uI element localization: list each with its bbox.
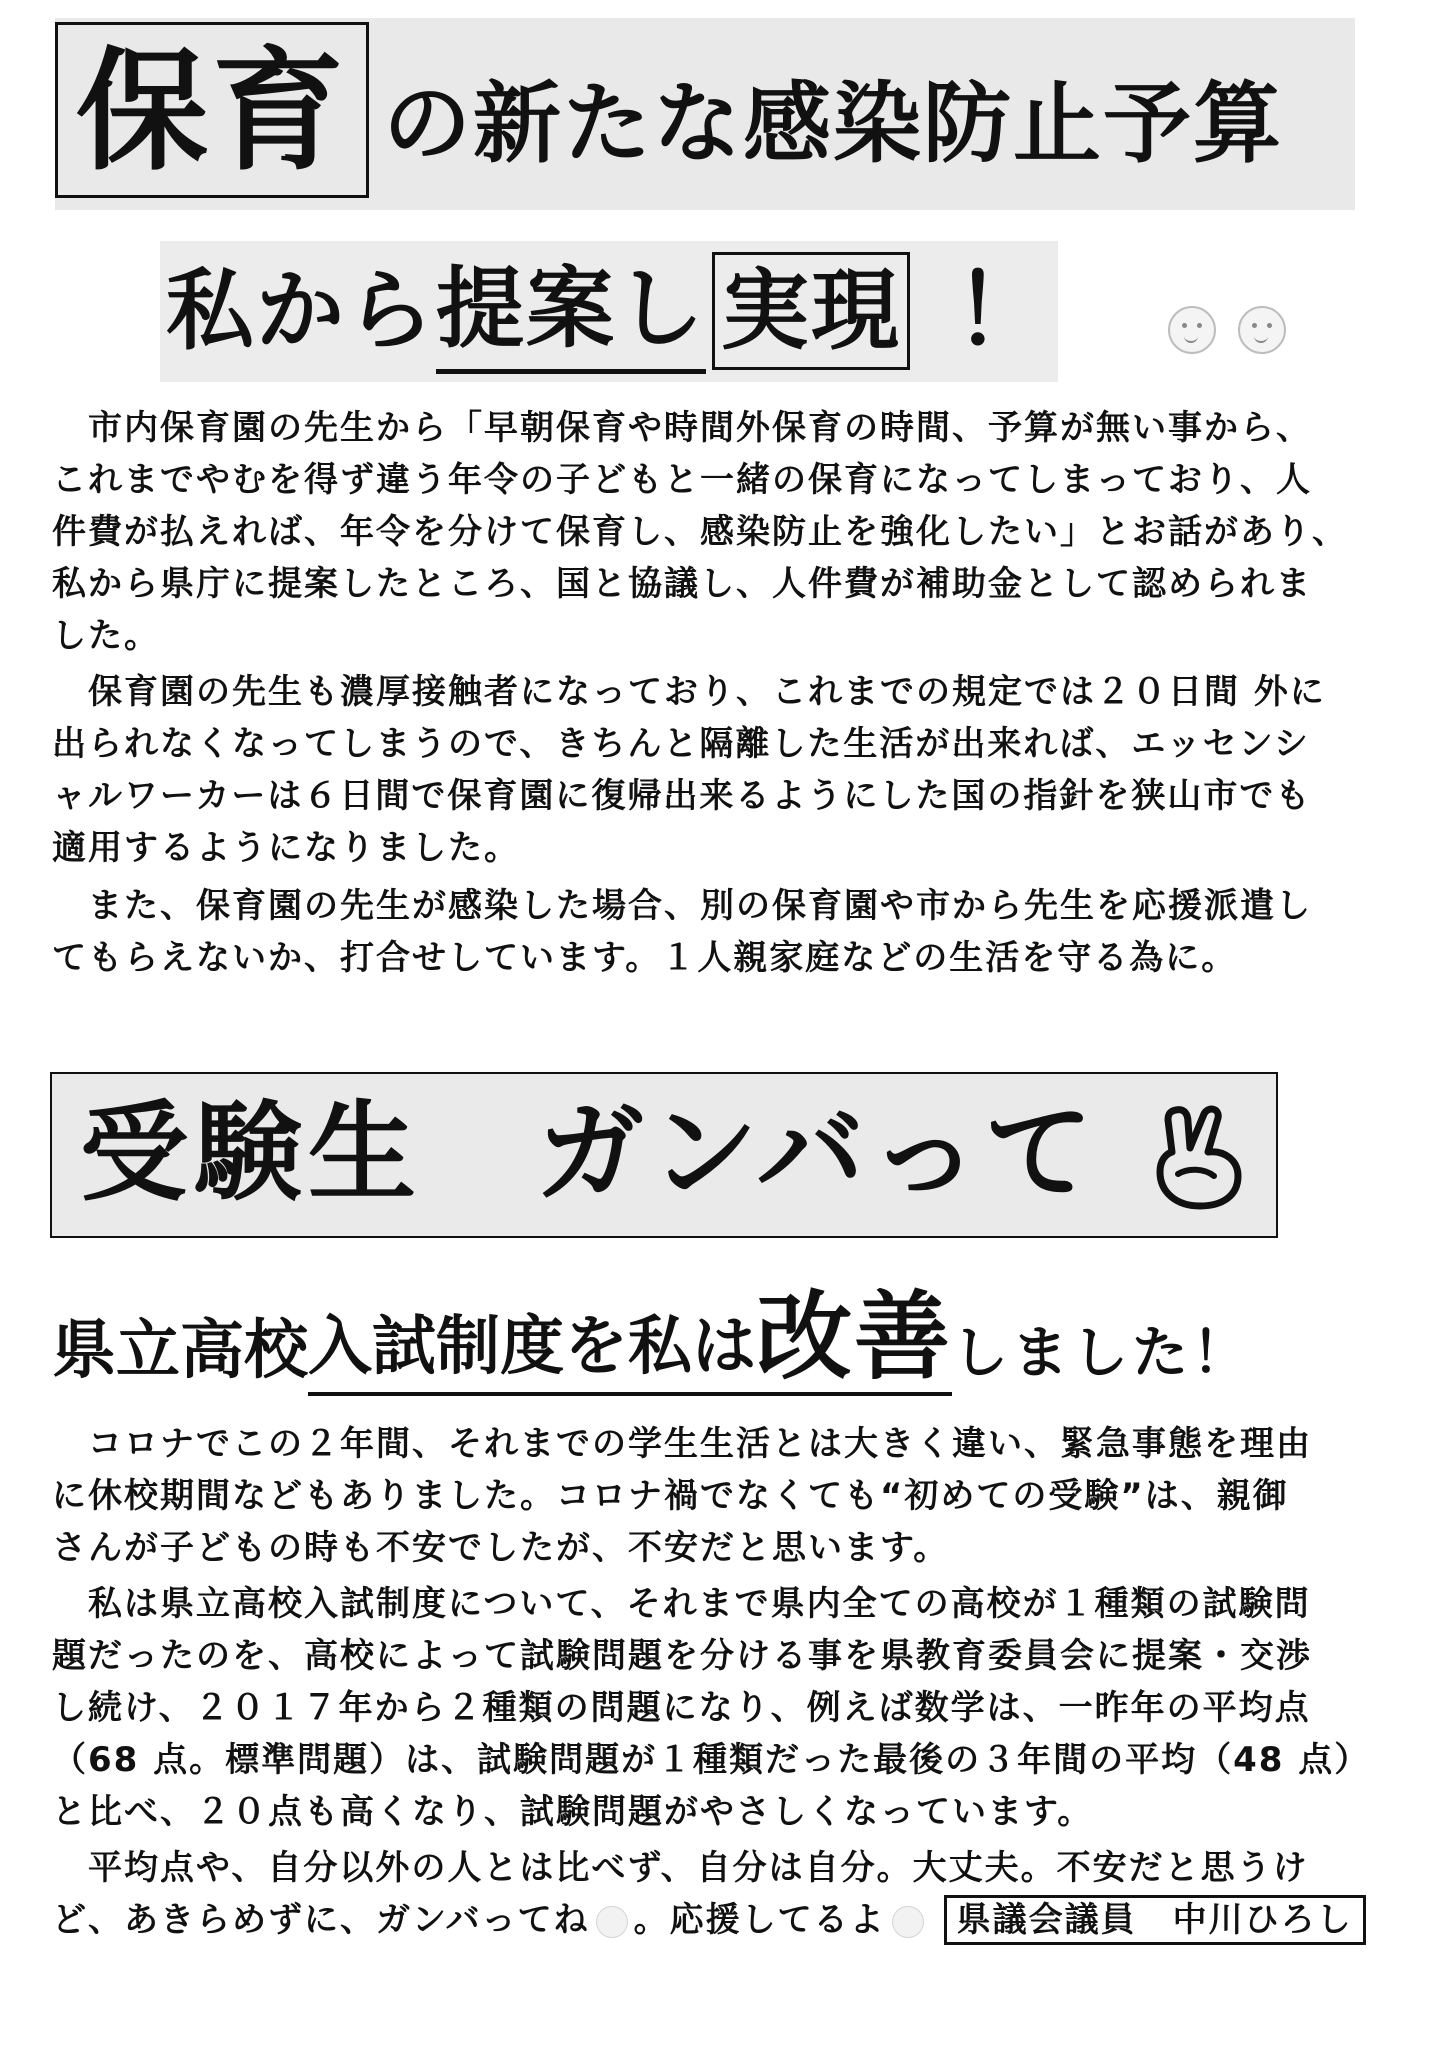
closing-text-a: ど、あきらめずに、ガンバってね <box>52 1900 590 1940</box>
subheadline-exclamation: ！ <box>954 255 1053 367</box>
headline-boxed-word: 保育 <box>55 22 369 198</box>
smiling-face-icon <box>1238 306 1286 354</box>
section2-headline: 受験生 ガンバって <box>80 1091 1099 1216</box>
closing-text-b: 。応援してるよ <box>633 1900 886 1940</box>
paragraph-line: 題だったのを、高校によって試験問題を分ける事を県教育委員会に提案・交渉 <box>52 1636 1312 1676</box>
closing-line-with-signature <box>52 1894 1406 1946</box>
paragraph-line: と比べ、２０点も高くなり、試験問題がやさしくなっています。 <box>52 1792 1094 1832</box>
subheadline-underlined: 入試制度を私は <box>308 1302 756 1396</box>
section2-paragraph-1 <box>52 1418 1406 1574</box>
section1-headline <box>55 18 1283 198</box>
section2-paragraph-2 <box>52 1578 1406 1838</box>
paragraph-line: てもらえないか、打合せしています。１人親家庭などの生活を守る為に。 <box>52 938 1238 978</box>
section2-headline-box <box>50 1072 1278 1238</box>
paragraph-line: 保育園の先生も濃厚接触者になっており、これまでの規定では２０日間 外に <box>52 672 1326 712</box>
paragraph-line: 私は県立高校入試制度について、それまで県内全ての高校が１種類の試験問 <box>52 1584 1311 1624</box>
subheadline-ending: しました！ <box>952 1321 1252 1386</box>
paragraph-line: に休校期間などもありました。コロナ禍でなくても“初めての受験”は、親御 <box>52 1476 1289 1516</box>
section1-paragraph-3 <box>52 880 1406 984</box>
smiling-face-icon <box>892 1906 924 1938</box>
paragraph-line: 私から県庁に提案したところ、国と協議し、人件費が補助金として認められま <box>52 564 1312 604</box>
subheadline-underlined: 提案し <box>436 249 706 374</box>
closing-line: 平均点や、自分以外の人とは比べず、自分は自分。大丈夫。不安だと思うけ <box>52 1848 1309 1888</box>
paragraph-line: （68 点。標準問題）は、試験問題が１種類だった最後の３年間の平均（48 点） <box>52 1740 1371 1780</box>
section1-subheadline <box>160 240 1140 382</box>
headline-rest: の新たな感染防止予算 <box>383 72 1284 175</box>
section1-paragraph-2 <box>52 666 1406 874</box>
paragraph-line: し続け、２０１７年から２種類の問題になり、例えば数学は、一昨年の平均点 <box>52 1688 1311 1728</box>
section2-closing <box>52 1842 1406 1946</box>
paragraph-line: さんが子どもの時も不安でしたが、不安だと思います。 <box>52 1528 950 1568</box>
paragraph-line: また、保育園の先生が感染した場合、別の保育園や市から先生を応援派遣し <box>52 886 1312 926</box>
paragraph-line: コロナでこの２年間、それまでの学生生活とは大きく違い、緊急事態を理由 <box>52 1424 1312 1464</box>
subheadline-part1: 県立高校 <box>52 1314 308 1388</box>
paragraph-line: 件費が払えれば、年令を分けて保育し、感染防止を強化したい」とお話があり、 <box>52 512 1348 552</box>
section2-subheadline <box>52 1282 1252 1396</box>
paragraph-line: これまでやむを得ず違う年令の子どもと一緒の保育になってしまっており、人 <box>52 460 1312 500</box>
smiling-face-icon <box>1168 306 1216 354</box>
subheadline-text <box>160 241 1058 382</box>
paragraph-line: 市内保育園の先生から「早朝保育や時間外保育の時間、予算が無い事から、 <box>52 408 1312 448</box>
peace-sign-hand-icon <box>1148 1104 1248 1210</box>
signature-box: 県議会議員 中川ひろし <box>944 1895 1366 1945</box>
subheadline-emphasis: 改善 <box>756 1282 952 1396</box>
paragraph-line: ャルワーカーは６日間で保育園に復帰出来るようにした国の指針を狭山市でも <box>52 776 1312 816</box>
section1-paragraph-1 <box>52 402 1406 662</box>
paragraph-line: 出られなくなってしまうので、きちんと隔離した生活が出来れば、エッセンシ <box>52 724 1310 764</box>
subheadline-part1: 私から <box>166 259 437 362</box>
paragraph-line: した。 <box>52 616 160 656</box>
faces-decoration <box>1168 306 1286 354</box>
smiling-face-icon <box>596 1906 628 1938</box>
subheadline-boxed: 実現 <box>712 252 910 370</box>
paragraph-line: 適用するようになりました。 <box>52 828 520 868</box>
